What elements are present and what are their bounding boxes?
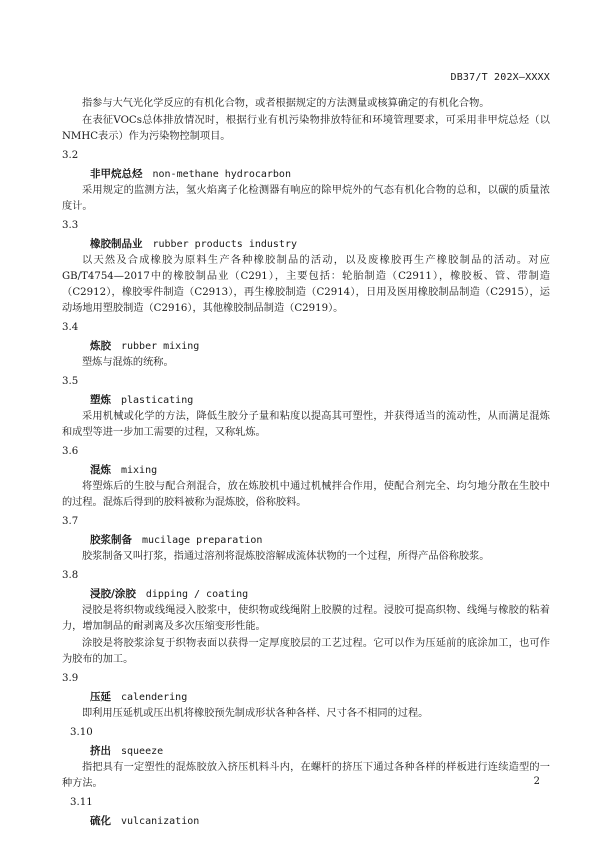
clause-number: 3.6 <box>62 446 79 457</box>
page-number: 2 <box>533 776 540 787</box>
term-english: dipping / coating <box>145 589 249 600</box>
term-heading <box>62 165 550 183</box>
term-english: squeeze <box>121 746 164 757</box>
definition-paragraph: 即利用压延机或压出机将橡胶预先制成形状各种各样、尺寸各不相同的过程。 <box>82 708 429 719</box>
term-chinese: 橡胶制品业 <box>90 238 143 250</box>
clause-number: 3.4 <box>62 322 79 333</box>
intro-paragraph: 指参与大气光化学反应的有机化合物，或者根据规定的方法测量或核算确定的有机化合物。 <box>82 98 490 109</box>
definition-paragraph: 以天然及合成橡胶为原料生产各种橡胶制品的活动，以及废橡胶再生产橡胶制品的活动。对应GB/T4754—2017中的橡胶制品业（C291），主要包括：轮胎制造（C2911），橡胶板、管、带制造（C2912），橡胶零件制造（C2913），再生橡胶制造（C2914），日用及医用橡胶制品制造（C2915），运动场地用塑胶制造（C2916），其他橡胶制品制造（C2919）。 <box>62 255 550 314</box>
term-heading <box>62 742 550 760</box>
term-chinese: 混炼 <box>90 464 111 476</box>
term-heading <box>62 688 550 706</box>
term-english: rubber mixing <box>121 341 200 352</box>
clause-number: 3.3 <box>62 220 79 231</box>
term-english: mixing <box>121 465 158 476</box>
intro-paragraph: 在表征VOCs总体排放情况时，根据行业有机污染物排放特征和环境管理要求，可采用非甲烷总烃（以NMHC表示）作为污染物控制项目。 <box>62 115 550 142</box>
definition-paragraph: 涂胶是将胶浆涂复于织物表面以获得一定厚度胶层的工艺过程。它可以作为压延前的底涂加工，也可作为胶布的加工。 <box>62 638 550 665</box>
definition-paragraph: 采用规定的监测方法，氢火焰离子化检测器有响应的除甲烷外的气态有机化合物的总和，以碳的质量浓度计。 <box>62 185 550 212</box>
document-code: DB37/T 202X—XXXX <box>450 72 550 83</box>
term-english: calendering <box>121 692 188 703</box>
definition-paragraph: 胶浆制备又叫打浆，指通过溶剂将混炼胶溶解成流体状物的一个过程，所得产品俗称胶浆。 <box>82 551 490 562</box>
term-heading <box>62 235 550 253</box>
term-heading <box>62 337 550 355</box>
definition-paragraph: 采用机械或化学的方法，降低生胶分子量和粘度以提高其可塑性，并获得适当的流动性，从而满足混炼和成型等进一步加工需要的过程，又称轧炼。 <box>62 411 550 438</box>
clause-number: 3.8 <box>62 570 79 581</box>
definition-paragraph: 浸胶是将织物或线绳浸入胶浆中，使织物或线绳附上胶膜的过程。浸胶可提高织物、线绳与橡胶的粘着力，增加制品的耐剥离及多次压缩变形性能。 <box>62 605 550 632</box>
clause-number: 3.7 <box>62 516 79 527</box>
term-chinese: 压延 <box>90 691 111 703</box>
term-english: rubber products industry <box>152 239 297 250</box>
term-chinese: 塑炼 <box>90 394 111 406</box>
clause-number: 3.11 <box>70 797 93 808</box>
term-chinese: 非甲烷总烃 <box>90 168 143 180</box>
term-english: non-methane hydrocarbon <box>152 169 291 180</box>
term-heading <box>62 461 550 479</box>
page-content <box>62 96 550 830</box>
clause-number: 3.10 <box>70 727 93 738</box>
term-heading <box>62 585 550 603</box>
term-english: plasticating <box>121 395 194 406</box>
term-heading <box>62 531 550 549</box>
term-heading <box>62 391 550 409</box>
term-chinese: 挤出 <box>90 745 111 757</box>
definition-paragraph: 将塑炼后的生胶与配合剂混合，放在炼胶机中通过机械拌合作用，使配合剂完全、均匀地分散在生胶中的过程。混炼后得到的胶料被称为混炼胶，俗称胶料。 <box>62 481 550 508</box>
term-english: vulcanization <box>121 816 200 827</box>
term-chinese: 硫化 <box>90 815 111 827</box>
term-heading <box>62 812 550 830</box>
definition-paragraph: 指把具有一定塑性的混炼胶放入挤压机料斗内，在螺杆的挤压下通过各种各样的样板进行连续造型的一种方法。 <box>62 762 550 789</box>
clause-number: 3.2 <box>62 150 79 161</box>
clause-number: 3.9 <box>62 673 79 684</box>
term-chinese: 浸胶/涂胶 <box>90 588 136 600</box>
term-english: mucilage preparation <box>142 535 263 546</box>
term-chinese: 炼胶 <box>90 340 111 352</box>
clause-number: 3.5 <box>62 376 79 387</box>
definition-paragraph: 塑炼与混炼的统称。 <box>82 357 174 368</box>
term-chinese: 胶浆制备 <box>90 534 132 546</box>
